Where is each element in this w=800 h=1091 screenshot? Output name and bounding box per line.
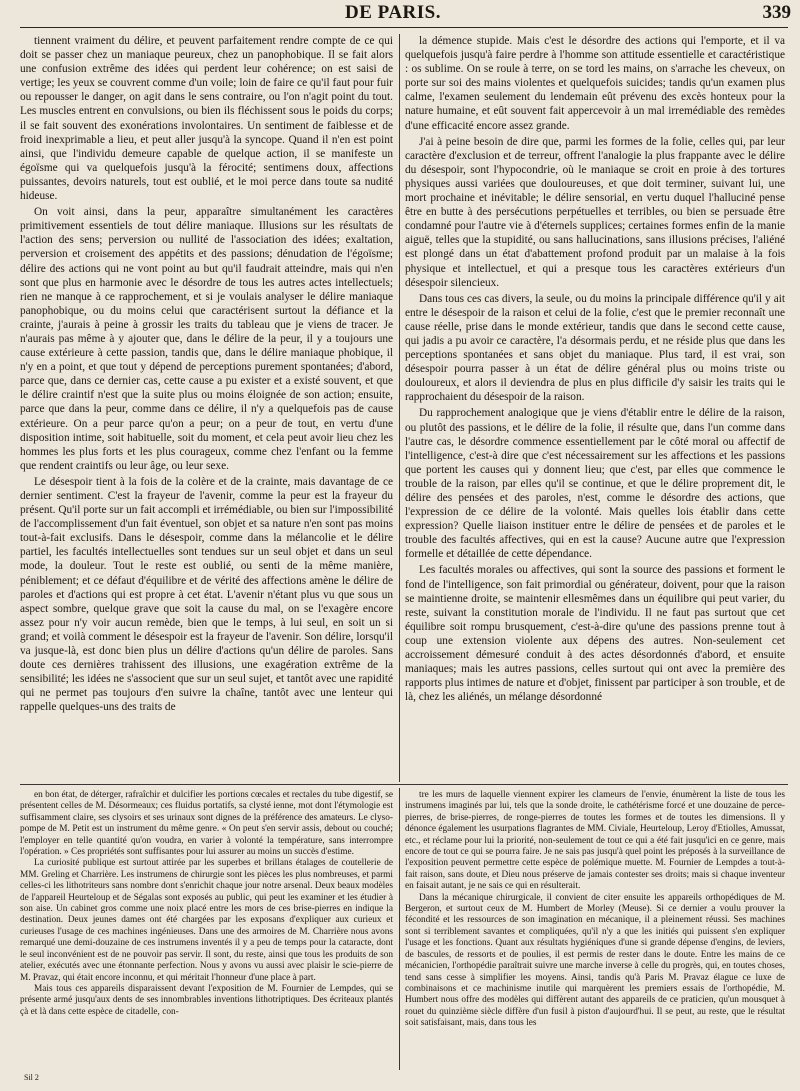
paragraph: Dans la mécanique chirurgicale, il convient de citer ensuite les appareils orthopédiques de M. Bergeron, et surtout ceux de M. Humbert de Morley (Meuse). Si ce dernier a voulu prouver la fécondité et les ressources de son imagination en mécanique, il a pleinement réussi. Ses machines sont si terriblement savantes et compliquées, qu'il n'y a que les initiés qui puissent s'en expliquer l'usage et les fonctions. Quant aux résultats hygiéniques d'une si grande dépense d'engins, de leviers, de bascules, de ressorts et de poulies, il est permis de rester dans le doute. Entre les mains de ce mécanicien, l'orthopédie paraîtrait suivre une marche inverse à celle du progrès, qui, en toutes choses, tend sans cesse à simplifier les moyens. Ainsi, tandis qu'à Paris M. Pravaz élague ce luxe de combinaisons et ce machinisme inutile qui marquèrent les premiers essais de l'orthopédie, M. Humbert nous offre des modèles qui diffèrent autant des appareils de ce praticien, qu'un mousquet à rouet du quinzième siècle diffère d'un fusil à piston d'aujourd'hui. Il se peut, au reste, que le résultat soit satisfaisant, mais, dans tous les xyxy=(405,892,785,1029)
paragraph: Du rapprochement analogique que je viens d'établir entre le délire de la raison, ou plutôt des passions, et le délire de la folie, il résulte que, dans l'un comme dans l'autre cas, le désordre commence essentiellement par le côté moral ou affectif de l'intelligence, c'est-à dire que c'est nécessairement sur les affections et les passions que portent les causes qui y donnent lieu; que c'est, par elles que commence le trouble de la raison, par elles qu'il se continue, et que le délire proprement dit, le délire des pensées et des paroles, n'est, comme le désordre des actions, que l'expression de ce délire de la volonté. Mais quelles lois établir dans cette expression? Quelle liaison instituer entre le délire de pensées et de paroles et le trouble des facultés affectives, qui en est la cause? Aucune autre que l'expression formelle et détaillée de cette dépendance. xyxy=(405,407,785,561)
running-title: DE PARIS. xyxy=(345,2,441,23)
paragraph: tiennent vraiment du délire, et peuvent parfaitement rendre compte de ce qui doit se passer chez un maniaque peureux, chez un panophobique. Il se fait alors une confusion extrême des idées qui perdent leur cohérence; on est saisi de vertige; les yeux se couvrent comme d'un voile; loin de faire ce qu'il faut pour fuir ou repousser le danger, on agit dans le sens contraire, ou l'on n'agit point du tout. Les muscles entrent en convulsions, ou bien ils fléchissent sous le poids du corps; il se fait souvent des exonérations involontaires. Un sentiment de faiblesse et de froid inexprimable a lieu, et peut aller jusqu'à la syncope. Quand il n'en est point ainsi, que l'individu demeure capable de quelque action, il se manifeste un égoïsme qui va quelquefois jusqu'à la férocité; sentimens doux, affections puissantes, devoirs naturels, tout est oublié, et le moi perce dans toute sa nudité hideuse. xyxy=(20,35,393,203)
article-column-right xyxy=(405,34,785,780)
feuilleton-divider xyxy=(399,788,400,1070)
page-header xyxy=(0,2,800,22)
paragraph: J'ai à peine besoin de dire que, parmi les formes de la folie, celles qui, par leur caractère d'exclusion et de terreur, offrent l'analogie la plus frappante avec le délire du désespoir, sont l'hypocondrie, où le maniaque se croit en proie à des tortures physiques aussi variées que douloureuses, et que doit terminer, suivant lui, une mort prochaine et inévitable; le délire sensorial, en vertu duquel l'halluciné pense être en butte à des persécutions perpétuelles et terribles, ou bien se persuade être condamné pour l'autre vie à d'éternels supplices; certaines formes enfin de la manie aiguë, telles que la stupidité, ou sans hallucinations, sans illusions précises, l'aliéné est plongé dans un état d'abattement profond produit par un malaise à la fois physique et intellectuel, et qui a presque tous les caractères extérieurs d'un désespoir silencieux. xyxy=(405,135,785,289)
paragraph: tre les murs de laquelle viennent expirer les clameurs de l'envie, énumèrent la liste de tous les instrumens imaginés par lui, tels que la sonde droite, le cathétérisme forcé et une douzaine de perce-pierres, de brise-pierres, de ronge-pierres de toutes les formes et de toutes les dimensions. Il y dénonce également les usurpations flagrantes de MM. Civiale, Heurteloup, Leroy d'Etiolles, Amussat, etc., et réclame pour lui la priorité, non-seulement de tout ce qui a été fait jusqu'ici en ce genre, mais encore de tout ce qui se pourra faire. Je ne sais pas jusqu'à quel point les préposés à la surveillance de l'exposition peuvent permettre cette espèce de polémique muette. M. Fournier de Lempdes a tout-à-fait raison, sans doute, et Dieu nous préserve de jamais contester ses droits; mais si chaque inventeur en faisait autant, je ne sais ce qui en résulterait. xyxy=(405,790,785,892)
paragraph: Mais tous ces appareils disparaissent devant l'exposition de M. Fournier de Lempdes, qui se présente armé jusqu'aux dents de ses innombrables inventions lithotriptiques. Des écriteaux plantés çà et là dans cette espèce de citadelle, con- xyxy=(20,983,393,1017)
feuilleton-rule xyxy=(20,784,788,785)
paragraph: Le désespoir tient à la fois de la colère et de la crainte, mais davantage de ce dernier sentiment. C'est la frayeur de l'avenir, comme la peur est la frayeur du présent. Qu'il porte sur un fait accompli et irrémédiable, ou bien sur l'impossibilité de l'accomplissement d'un fait éventuel, son objet et sa nature n'en sont pas moins tout-à-fait exclusifs. Dans le désespoir, comme dans la mélancolie et le délire partiel, les facultés intellectuelles sont tendues sur un seul objet et dans un seul mode, la douleur. Tout le reste est oublié, ou senti de la même manière, péniblement; et ce défaut d'équilibre et de vérité des affections amène le délire de paroles et d'actions qui est propre à cet état. L'avenir n'étant plus vu que sous un aspect sombre, quelque grave que soit la cause du mal, on se l'exagère encore assez pour n'y voir aucun remède, bien que le temps, à lui seul, en soit un si grand; et voilà comment le désespoir est la frayeur de l'avenir. Son délire, lorsqu'il va jusque-là, est donc bien plus un délire d'actions qu'un délire de paroles. Sans doute ces dernières trahissent des illusions, une exagération extrême de la sensibilité; les idées ne s'associent que sur un seul sujet, et tantôt avec une rapidité qui ne permet pas toujours d'en suivre la chaîne, tantôt avec une lenteur qui rappelle quelques-uns des traits de xyxy=(20,475,393,714)
printer-signature: Sil 2 xyxy=(24,1073,39,1082)
feuilleton-column-left xyxy=(20,790,393,1070)
page-number: 339 xyxy=(762,2,791,23)
paragraph: en bon état, de déterger, rafraîchir et dulcifier les portions cœcales et rectales du tube digestif, se présentent celles de M. Désormeaux; ces fluidus portatifs, sa clysté ienne, mot dont l'étymologie est suffisamment claire, ses clysoirs et ses urinaux sont dignes de la préférence des amateurs. Le clyso-pompe de M. Petit est un instrument du même genre. « On peut s'en servir assis, debout ou couché; l'employer en telle quantité qu'on voudra, en varier à volonté la température, sans interrompre l'opération. » Ces propriétés sont suffisantes pour lui assurer au moins un succès d'estime. xyxy=(20,790,393,858)
article-column-left xyxy=(20,34,393,780)
feuilleton-column-right xyxy=(405,790,785,1070)
paragraph: La curiosité publique est surtout attirée par les superbes et brillans étalages de coutellerie de MM. Greling et Charrière. Les instrumens de chirurgie sont les pièces les plus nombreuses, et parmi celles-ci les lithotriteurs sans nombre dont s'enrichit chaque jour notre arsenal. Deux beaux modèles de l'appareil Heurteloup et de Ségalas sont exposés au public, qui peut les examiner et les étudier à son aise. Un cabinet gros comme une noix placé entre les mors de ces brise-pierres en indique la destination. Deux jeunes dames ont été chargées par les exposans d'expliquer aux curieux et curieuses l'usage de ces machines ingénieuses. Dans une des armoires de M. Charrière nous avons remarqué une demi-douzaine de ces instrumens inventés il y a peu de temps pour la cataracte, dont le seul inconvénient est de ne pouvoir pas servir. Il sont, du reste, ainsi que tous les produits de son atelier, exécutés avec une étonnante perfection. Nous y avons vu aussi avec plaisir le scie-pierre de M. Pravaz, qui était encore inconnu, et qui méritait l'honneur d'une place à part. xyxy=(20,858,393,983)
paragraph: On voit ainsi, dans la peur, apparaître simultanément les caractères primitivement essentiels de tout délire maniaque. Illusions sur les résultats de l'action des sens; perversion ou nullité de l'association des idées; exaltation, perversion et croisement des appétits et des passions; dénudation de l'égoïsme; délire des actions qui ne vont point au but qu'il faudrait atteindre, mais qui n'en sont que plus en harmonie avec le désordre de tous les autres actes intellectuels; rien ne manque à ce rapprochement, et si je voulais analyser le délire maniaque panophobique, ou du moins celui que caractérisent surtout la défiance et la crainte, j'aurais à peine à grossir les traits du tableau que je viens de tracer. Je n'aurais pas même à y ajouter que, dans le délire de la peur, il y a toujours une cause extérieure à cette passion, tandis que, dans le délire maniaque phobique, il n'y en a point, et que tout y dépend de perceptions purement spontanées; d'abord, parce que, dans ce dernier cas, cette cause a pu exister et a existé souvent, et que le délire craintif n'est que la suite plus ou moins éloignée de son action; ensuite, parce que dans la peur, comme dans ce délire, il n'y a quelquefois pas de cause extérieure. On a peur parce qu'on a peur; on a peur de tout, en vertu d'une disposition intime, soit habituelle, soit du moment, et cela peut avoir lieu chez les hommes les plus forts et les plus courageux, comme chez l'enfant ou la femme que rendent craintifs ou leur âge, ou leur sexe. xyxy=(20,206,393,472)
paragraph: Dans tous ces cas divers, la seule, ou du moins la principale différence qu'il y ait entre le désespoir de la raison et celui de la folie, c'est que le premier reconnaît une cause réelle, prise dans le monde extérieur, tandis que dans le second cette cause, qui jadis a pu avoir ce caractère, l'a désormais perdu, et ne réside plus que dans les perceptions spontanées et sans objet du maniaque. Plus tard, il est vrai, son désespoir pourra passer à un état de délire général plus ou moins triste ou douloureux, et alors il deviendra de plus en plus difficile d'y saisir les traits qui le rapprochaient du désespoir de la raison. xyxy=(405,292,785,404)
paragraph: Les facultés morales ou affectives, qui sont la source des passions et forment le fond de l'intelligence, son fait primordial ou générateur, doivent, pour que la raison se maintienne droite, se maintenir ellesmêmes dans un équilibre qui peut varier, du reste, suivant la constitution morale de l'individu. Il ne faut pas surtout que cet équilibre soit rompu brusquement, c'est-à-dire qu'une des passions prenne tout à coup une extension violente aux dépens des autres. Non-seulement cet accroissement démesuré conduit à des actes désordonnés d'abord, et ensuite maniaques; mais les autres passions, celles surtout qui ont avec la première des rapports plus intimes de nature et d'objet, finissent par participer à son trouble, et de là, chez les aliénés, un mélange désordonné xyxy=(405,564,785,704)
paragraph: la démence stupide. Mais c'est le désordre des actions qui l'emporte, et il va quelquefois jusqu'à faire perdre à l'homme son attitude essentielle et caractéristique : os sublime. On se roule à terre, on se tord les mains, on s'arrache les cheveux, on porte sur soi des mains violentes et quelquefois suicides; tandis qu'un examen plus calme, l'examen seulement du lendemain eût prévenu des excès honteux pour la nature humaine, et eût souvent fait appercevoir à un mal irremédiable des remèdes d'une efficacité encore assez grande. xyxy=(405,35,785,132)
column-divider xyxy=(399,34,400,782)
header-rule xyxy=(20,27,788,28)
